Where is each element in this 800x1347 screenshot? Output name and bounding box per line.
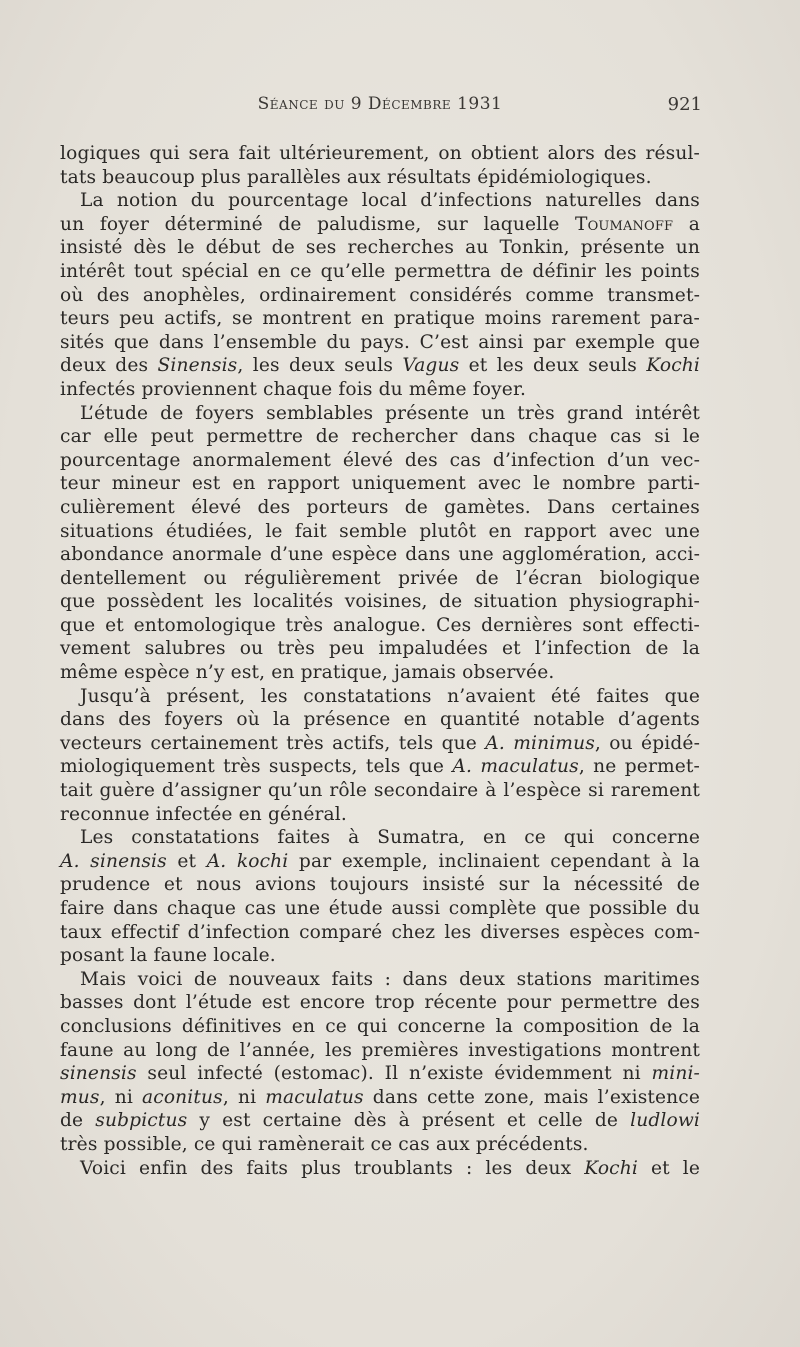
- text-line: [60, 1015, 700, 1039]
- body-text: [60, 142, 700, 1180]
- italic-term: sinensis: [60, 1063, 137, 1085]
- italic-term: A. sinensis: [60, 850, 167, 872]
- text-line: [60, 260, 700, 284]
- text-span: abondance anormale d’une espèce dans une agglomération, acci-: [60, 544, 700, 566]
- text-span: dentellement ou régulièrement privée de l’écran biologique: [60, 567, 700, 589]
- text-span: posant la faune locale.: [60, 945, 276, 967]
- text-line: [60, 331, 700, 355]
- italic-term: mini-: [651, 1063, 700, 1085]
- text-line: [60, 1039, 700, 1063]
- text-span: basses dont l’étude est encore trop récente pour permettre des: [60, 992, 700, 1014]
- italic-term: maculatus: [265, 1086, 364, 1108]
- text-span: de: [60, 1110, 96, 1132]
- text-span: conclusions définitives en ce qui concerne la composition de la: [60, 1015, 700, 1037]
- text-line: [60, 449, 700, 473]
- italic-term: subpictus: [95, 1110, 188, 1132]
- text-line: [60, 897, 700, 921]
- author-name: Toumanoff: [575, 213, 674, 235]
- text-line: [60, 708, 700, 732]
- text-span: que possèdent les localités voisines, de situation physiographi-: [60, 591, 700, 613]
- text-line: [60, 732, 700, 756]
- text-line: [60, 590, 700, 614]
- text-line: [60, 472, 700, 496]
- text-span: pourcentage anormalement élevé des cas d’infection d’un vec-: [60, 449, 700, 471]
- text-span: tait guère d’assigner qu’un rôle secondaire à l’espèce si rarement: [60, 780, 700, 802]
- italic-term: Kochi: [584, 1157, 638, 1179]
- text-span: par exemple, inclinaient cependant à la: [288, 850, 700, 872]
- text-line: [60, 284, 700, 308]
- text-line: [60, 189, 700, 213]
- italic-term: A. minimus: [485, 732, 595, 754]
- text-line: [60, 850, 700, 874]
- italic-term: Sinensis: [157, 355, 238, 377]
- text-span: logiques qui sera fait ultérieurement, on obtient alors des résul-: [60, 143, 700, 164]
- page-header: [60, 94, 700, 124]
- running-title: Séance du 9 Décembre 1931: [257, 94, 503, 114]
- text-span: Les constatations faites à Sumatra, en ce qui concerne: [80, 827, 700, 849]
- italic-term: Kochi: [646, 355, 700, 377]
- text-span: Mais voici de nouveaux faits : dans deux stations maritimes: [80, 968, 700, 990]
- text-span: vecteurs certainement très actifs, tels que: [60, 732, 486, 754]
- text-span: culièrement élevé des porteurs de gamètes. Dans certaines: [60, 496, 700, 518]
- text-span: miologiquement très suspects, tels que: [60, 756, 453, 778]
- text-line: [60, 1086, 700, 1110]
- italic-term: A. maculatus: [452, 756, 579, 778]
- italic-term: aconitus: [142, 1086, 223, 1108]
- text-span: teur mineur est en rapport uniquement avec le nombre parti-: [60, 473, 700, 495]
- text-line: [60, 873, 700, 897]
- text-span: faune au long de l’année, les premières investigations montrent: [60, 1039, 700, 1061]
- text-line: [60, 236, 700, 260]
- text-span: Jusqu’à présent, les constatations n’avaient été faites que: [80, 685, 700, 707]
- text-line: [60, 354, 700, 378]
- text-span: , les deux seuls: [237, 355, 403, 377]
- text-line: [60, 779, 700, 803]
- text-span: infectés proviennent chaque fois du même foyer.: [60, 378, 527, 400]
- text-line: [60, 661, 700, 685]
- italic-term: Vagus: [402, 355, 460, 377]
- text-span: teurs peu actifs, se montrent en pratique moins rarement para-: [60, 308, 700, 330]
- text-span: situations étudiées, le fait semble plutôt en rapport avec une: [60, 520, 700, 542]
- text-span: un foyer déterminé de paludisme, sur laquelle: [60, 213, 576, 235]
- text-line: [60, 425, 700, 449]
- text-line: [60, 1133, 700, 1157]
- text-line: [60, 826, 700, 850]
- text-line: [60, 944, 700, 968]
- italic-term: mus: [60, 1086, 100, 1108]
- text-span: sités que dans l’ensemble du pays. C’est ainsi par exemple que: [60, 331, 700, 353]
- text-line: [60, 496, 700, 520]
- text-span: intérêt tout spécial en ce qu’elle permettra de définir les points: [60, 260, 700, 282]
- text-span: Voici enfin des faits plus troublants : les deux: [80, 1157, 585, 1179]
- text-line: [60, 1157, 700, 1181]
- text-line: [60, 166, 700, 190]
- text-span: , ou épidé-: [594, 732, 700, 754]
- text-line: [60, 991, 700, 1015]
- text-line: [60, 1062, 700, 1086]
- text-line: [60, 402, 700, 426]
- text-span: faire dans chaque cas une étude aussi complète que possible du: [60, 898, 700, 919]
- text-line: [60, 755, 700, 779]
- text-span: car elle peut permettre de rechercher dans chaque cas si le: [60, 426, 700, 448]
- text-span: , ni: [222, 1086, 266, 1108]
- text-span: où des anophèles, ordinairement considérés comme transmet-: [60, 284, 700, 306]
- text-span: et les deux seuls: [459, 355, 647, 377]
- text-span: , ne permet-: [578, 756, 700, 778]
- text-span: insisté dès le début de ses recherches au Tonkin, présente un: [60, 237, 700, 259]
- text-line: [60, 567, 700, 591]
- text-line: [60, 520, 700, 544]
- text-span: très possible, ce qui ramènerait ce cas aux précédents.: [60, 1133, 589, 1155]
- text-line: [60, 213, 700, 237]
- text-line: [60, 378, 700, 402]
- text-span: deux des: [60, 355, 158, 377]
- text-span: même espèce n’y est, en pratique, jamais observée.: [60, 662, 555, 684]
- text-span: y est certaine dès à présent et celle de: [187, 1110, 631, 1132]
- text-line: [60, 543, 700, 567]
- text-line: [60, 1109, 700, 1133]
- text-line: [60, 142, 700, 166]
- text-line: [60, 968, 700, 992]
- text-line: [60, 921, 700, 945]
- text-span: vement salubres ou très peu impaludées et l’infection de la: [60, 638, 700, 660]
- text-span: L’étude de foyers semblables présente un très grand intérêt: [80, 402, 700, 424]
- text-span: que et entomologique très analogue. Ces dernières sont effecti-: [60, 614, 700, 636]
- text-line: [60, 803, 700, 827]
- text-line: [60, 614, 700, 638]
- text-span: et: [166, 850, 207, 872]
- italic-term: A. kochi: [206, 850, 289, 872]
- text-line: [60, 685, 700, 709]
- text-line: [60, 637, 700, 661]
- text-span: a: [673, 213, 700, 235]
- text-span: La notion du pourcentage local d’infections naturelles dans: [80, 190, 700, 212]
- text-span: dans cette zone, mais l’existence: [363, 1086, 701, 1108]
- page-number: 921: [667, 94, 702, 115]
- text-span: seul infecté (estomac). Il n’existe évidemment ni: [136, 1063, 652, 1085]
- italic-term: ludlowi: [630, 1110, 700, 1132]
- text-span: prudence et nous avions toujours insisté sur la nécessité de: [60, 874, 700, 896]
- text-span: taux effectif d’infection comparé chez les diverses espèces com-: [60, 921, 700, 943]
- text-span: dans des foyers où la présence en quantité notable d’agents: [60, 709, 700, 731]
- text-line: [60, 307, 700, 331]
- text-span: , ni: [99, 1086, 143, 1108]
- text-span: tats beaucoup plus parallèles aux résultats épidémiologiques.: [60, 166, 652, 188]
- text-span: reconnue infectée en général.: [60, 803, 347, 825]
- text-span: et le: [637, 1157, 700, 1179]
